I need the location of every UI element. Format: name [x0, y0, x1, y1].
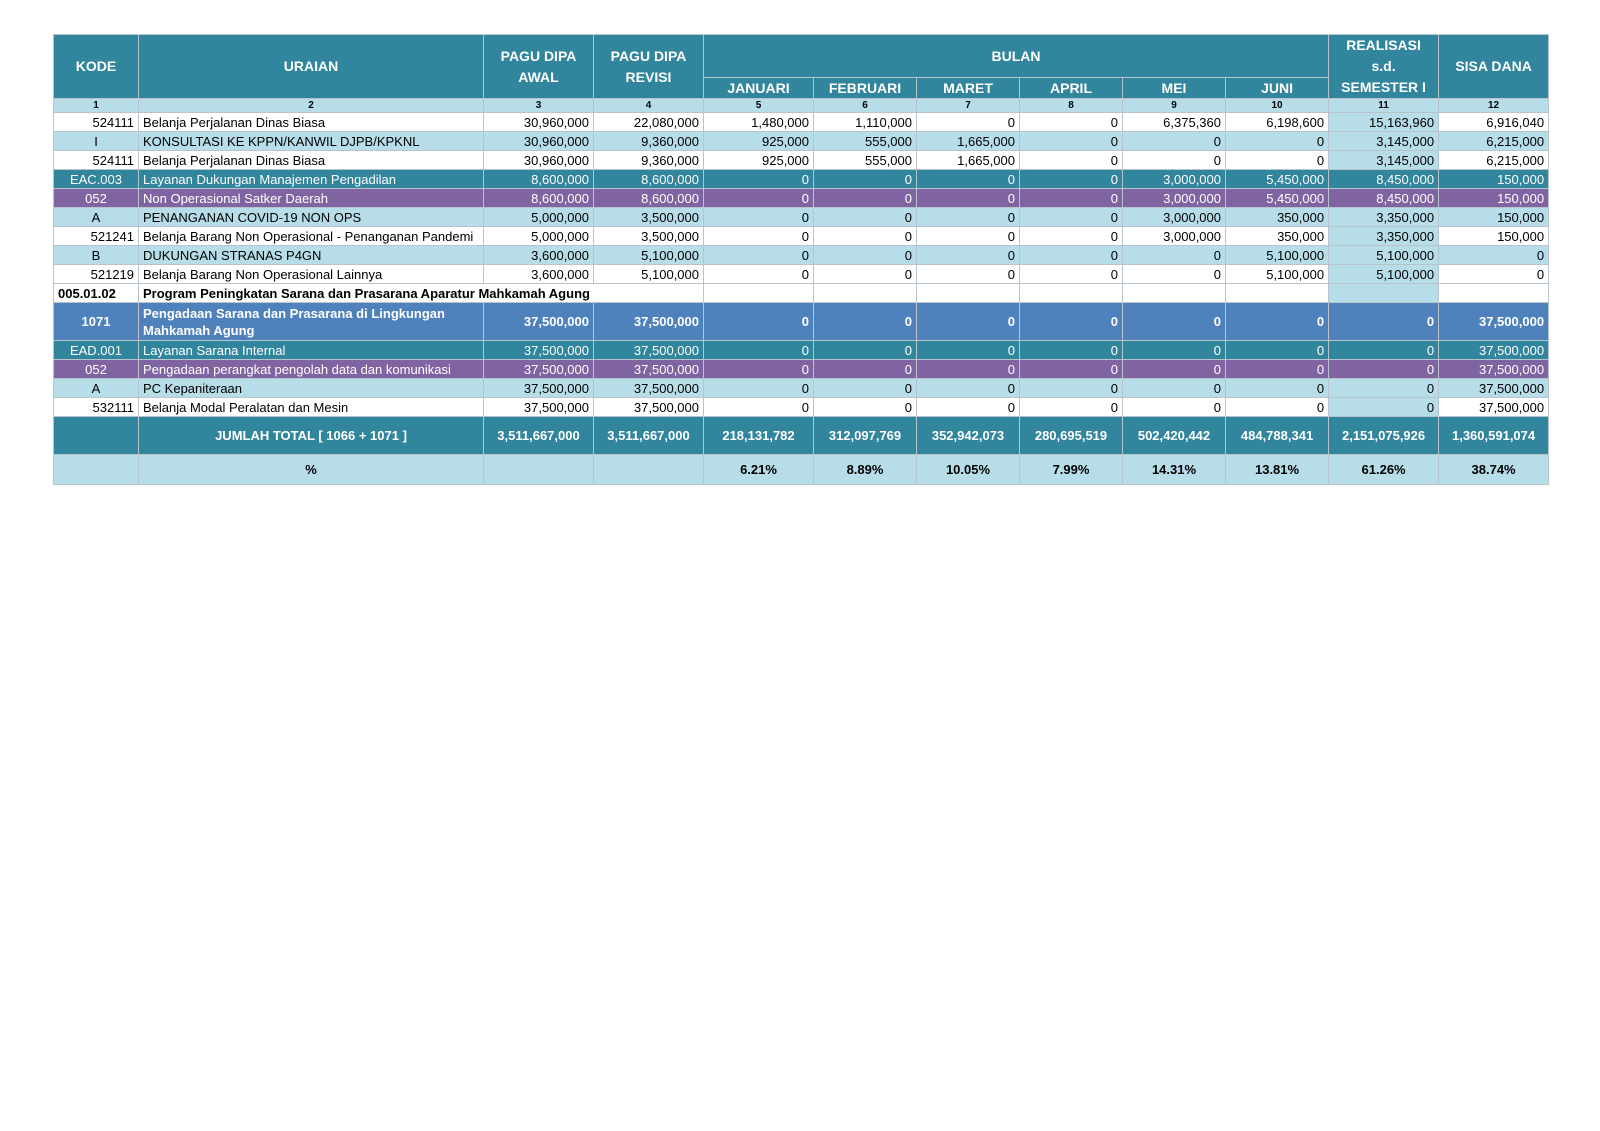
row-value: 1,110,000	[814, 113, 917, 132]
header-uraian: URAIAN	[139, 35, 484, 99]
row-code: 052	[54, 189, 139, 208]
col-number: 3	[484, 99, 594, 113]
row-description: Pengadaan Sarana dan Prasarana di Lingkungan Mahkamah Agung	[139, 303, 484, 341]
row-value: 0	[1020, 303, 1123, 341]
row-sisa-value: 150,000	[1439, 227, 1549, 246]
row-value: 0	[1123, 360, 1226, 379]
total-label: JUMLAH TOTAL [ 1066 + 1071 ]	[139, 417, 484, 455]
row-realisasi-value	[1329, 284, 1439, 303]
row-value: 0	[1226, 151, 1329, 170]
col-number: 9	[1123, 99, 1226, 113]
table-row	[54, 227, 1549, 246]
row-value: 0	[1020, 265, 1123, 284]
row-value: 350,000	[1226, 208, 1329, 227]
row-value: 30,960,000	[484, 151, 594, 170]
percent-value: 8.89%	[814, 455, 917, 485]
col-number: 11	[1329, 99, 1439, 113]
table-row	[54, 341, 1549, 360]
header-month-juni: JUNI	[1226, 78, 1329, 99]
header-bulan: BULAN	[704, 35, 1329, 78]
row-value: 0	[1123, 379, 1226, 398]
row-value: 0	[1020, 227, 1123, 246]
row-value: 0	[1020, 113, 1123, 132]
row-value: 0	[704, 170, 814, 189]
table-row	[54, 303, 1549, 341]
row-value: 5,000,000	[484, 208, 594, 227]
row-value: 5,450,000	[1226, 170, 1329, 189]
total-value: 312,097,769	[814, 417, 917, 455]
header-pagu-revisi: PAGU DIPA REVISI	[594, 35, 704, 99]
total-row	[54, 417, 1549, 455]
row-description: Non Operasional Satker Daerah	[139, 189, 484, 208]
row-description: Belanja Modal Peralatan dan Mesin	[139, 398, 484, 417]
row-realisasi-value: 3,350,000	[1329, 227, 1439, 246]
row-value: 555,000	[814, 151, 917, 170]
row-value: 0	[704, 265, 814, 284]
row-value: 0	[814, 208, 917, 227]
row-realisasi-value: 5,100,000	[1329, 265, 1439, 284]
row-sisa-value: 0	[1439, 265, 1549, 284]
percent-code-cell	[54, 455, 139, 485]
table-row	[54, 113, 1549, 132]
col-number: 4	[594, 99, 704, 113]
row-value: 3,500,000	[594, 208, 704, 227]
total-value: 484,788,341	[1226, 417, 1329, 455]
row-value: 1,480,000	[704, 113, 814, 132]
row-sisa-value: 37,500,000	[1439, 303, 1549, 341]
row-code: 521219	[54, 265, 139, 284]
header-pagu-awal: PAGU DIPA AWAL	[484, 35, 594, 99]
row-value: 3,000,000	[1123, 189, 1226, 208]
row-value: 0	[814, 227, 917, 246]
row-value: 0	[704, 379, 814, 398]
row-description: Belanja Perjalanan Dinas Biasa	[139, 151, 484, 170]
row-value: 5,000,000	[484, 227, 594, 246]
row-description: Belanja Barang Non Operasional Lainnya	[139, 265, 484, 284]
row-description: DUKUNGAN STRANAS P4GN	[139, 246, 484, 265]
row-code: I	[54, 132, 139, 151]
total-value: 352,942,073	[917, 417, 1020, 455]
table-row	[54, 151, 1549, 170]
row-value: 0	[704, 208, 814, 227]
row-value: 0	[704, 227, 814, 246]
col-number: 2	[139, 99, 484, 113]
header-month-mei: MEI	[1123, 78, 1226, 99]
budget-realization-table	[53, 34, 1549, 485]
table-row	[54, 398, 1549, 417]
row-value: 37,500,000	[594, 360, 704, 379]
row-sisa-value	[1439, 284, 1549, 303]
row-value: 9,360,000	[594, 132, 704, 151]
row-realisasi-value: 3,145,000	[1329, 151, 1439, 170]
row-realisasi-value: 3,145,000	[1329, 132, 1439, 151]
row-value: 3,000,000	[1123, 208, 1226, 227]
row-value: 3,600,000	[484, 246, 594, 265]
table-header	[54, 35, 1549, 113]
row-value: 0	[704, 303, 814, 341]
row-value: 0	[917, 246, 1020, 265]
row-realisasi-value: 8,450,000	[1329, 189, 1439, 208]
row-value: 0	[1226, 379, 1329, 398]
row-value	[704, 284, 814, 303]
row-realisasi-value: 0	[1329, 398, 1439, 417]
total-value: 280,695,519	[1020, 417, 1123, 455]
row-realisasi-value: 0	[1329, 379, 1439, 398]
row-description: PC Kepaniteraan	[139, 379, 484, 398]
row-value: 555,000	[814, 132, 917, 151]
row-value: 37,500,000	[484, 303, 594, 341]
row-sisa-value: 37,500,000	[1439, 360, 1549, 379]
col-number: 5	[704, 99, 814, 113]
row-description: PENANGANAN COVID-19 NON OPS	[139, 208, 484, 227]
row-value: 3,000,000	[1123, 227, 1226, 246]
percent-value: 38.74%	[1439, 455, 1549, 485]
row-value: 0	[917, 189, 1020, 208]
row-code: A	[54, 379, 139, 398]
table-row	[54, 379, 1549, 398]
percent-value: 14.31%	[1123, 455, 1226, 485]
table-footer	[54, 417, 1549, 485]
row-value: 0	[917, 170, 1020, 189]
col-number: 1	[54, 99, 139, 113]
total-value: 218,131,782	[704, 417, 814, 455]
row-value: 30,960,000	[484, 132, 594, 151]
total-value: 3,511,667,000	[594, 417, 704, 455]
row-description: KONSULTASI KE KPPN/KANWIL DJPB/KPKNL	[139, 132, 484, 151]
row-value: 0	[814, 303, 917, 341]
row-sisa-value: 37,500,000	[1439, 379, 1549, 398]
row-value	[1226, 284, 1329, 303]
header-realisasi: REALISASI s.d. SEMESTER I	[1329, 35, 1439, 99]
row-value	[1020, 284, 1123, 303]
row-code: 532111	[54, 398, 139, 417]
percent-value: 13.81%	[1226, 455, 1329, 485]
row-value: 22,080,000	[594, 113, 704, 132]
row-value: 0	[1123, 265, 1226, 284]
table-row	[54, 208, 1549, 227]
row-value: 925,000	[704, 151, 814, 170]
row-sisa-value: 150,000	[1439, 189, 1549, 208]
row-value: 0	[917, 379, 1020, 398]
table-row	[54, 360, 1549, 379]
row-value: 0	[1123, 398, 1226, 417]
column-number-row	[54, 99, 1549, 113]
percent-value: 6.21%	[704, 455, 814, 485]
row-code: 524111	[54, 151, 139, 170]
row-value: 0	[917, 398, 1020, 417]
table-row	[54, 132, 1549, 151]
row-value: 0	[917, 227, 1020, 246]
row-value: 0	[1226, 360, 1329, 379]
row-value: 8,600,000	[594, 189, 704, 208]
row-value	[1123, 284, 1226, 303]
row-value: 1,665,000	[917, 151, 1020, 170]
row-value: 1,665,000	[917, 132, 1020, 151]
header-month-februari: FEBRUARI	[814, 78, 917, 99]
row-code: 521241	[54, 227, 139, 246]
row-value: 37,500,000	[594, 303, 704, 341]
row-sisa-value: 6,916,040	[1439, 113, 1549, 132]
row-sisa-value: 37,500,000	[1439, 341, 1549, 360]
row-code: 005.01.02	[54, 284, 139, 303]
row-value: 3,600,000	[484, 265, 594, 284]
row-value: 0	[814, 265, 917, 284]
row-value: 37,500,000	[484, 360, 594, 379]
header-month-januari: JANUARI	[704, 78, 814, 99]
row-value: 5,450,000	[1226, 189, 1329, 208]
row-value: 0	[1226, 303, 1329, 341]
row-realisasi-value: 0	[1329, 303, 1439, 341]
row-value: 0	[704, 246, 814, 265]
row-value: 0	[704, 398, 814, 417]
percent-value: 7.99%	[1020, 455, 1123, 485]
row-value: 37,500,000	[594, 398, 704, 417]
row-value: 8,600,000	[484, 189, 594, 208]
row-value	[917, 284, 1020, 303]
table-row	[54, 265, 1549, 284]
header-month-april: APRIL	[1020, 78, 1123, 99]
row-code: 524111	[54, 113, 139, 132]
row-value: 0	[1020, 360, 1123, 379]
row-value: 0	[1020, 341, 1123, 360]
percent-value: 10.05%	[917, 455, 1020, 485]
row-value: 37,500,000	[594, 341, 704, 360]
row-value: 0	[814, 246, 917, 265]
col-number: 12	[1439, 99, 1549, 113]
row-value: 925,000	[704, 132, 814, 151]
table-row	[54, 189, 1549, 208]
row-value: 0	[1020, 189, 1123, 208]
row-value: 0	[814, 398, 917, 417]
row-value: 8,600,000	[594, 170, 704, 189]
row-value: 0	[1020, 151, 1123, 170]
row-value: 0	[1123, 151, 1226, 170]
col-number: 10	[1226, 99, 1329, 113]
row-value: 8,600,000	[484, 170, 594, 189]
row-value: 0	[704, 189, 814, 208]
row-value: 0	[1020, 398, 1123, 417]
row-value: 0	[1123, 132, 1226, 151]
row-value: 0	[1226, 132, 1329, 151]
total-value: 502,420,442	[1123, 417, 1226, 455]
row-value: 0	[1020, 170, 1123, 189]
table-row	[54, 170, 1549, 189]
total-value: 2,151,075,926	[1329, 417, 1439, 455]
row-value: 0	[1020, 208, 1123, 227]
row-value: 5,100,000	[594, 265, 704, 284]
percent-value	[484, 455, 594, 485]
percent-value: 61.26%	[1329, 455, 1439, 485]
row-value: 0	[704, 360, 814, 379]
row-value: 37,500,000	[484, 379, 594, 398]
row-realisasi-value: 15,163,960	[1329, 113, 1439, 132]
row-value: 5,100,000	[1226, 246, 1329, 265]
row-value: 0	[1123, 246, 1226, 265]
row-sisa-value: 6,215,000	[1439, 132, 1549, 151]
row-description: Belanja Perjalanan Dinas Biasa	[139, 113, 484, 132]
total-value: 1,360,591,074	[1439, 417, 1549, 455]
row-code: EAD.001	[54, 341, 139, 360]
table-body	[54, 113, 1549, 417]
row-code: 1071	[54, 303, 139, 341]
row-sisa-value: 37,500,000	[1439, 398, 1549, 417]
row-description: Pengadaan perangkat pengolah data dan komunikasi	[139, 360, 484, 379]
row-sisa-value: 6,215,000	[1439, 151, 1549, 170]
row-code: 052	[54, 360, 139, 379]
row-realisasi-value: 5,100,000	[1329, 246, 1439, 265]
row-value: 0	[814, 189, 917, 208]
row-value: 5,100,000	[1226, 265, 1329, 284]
row-code: EAC.003	[54, 170, 139, 189]
percent-row	[54, 455, 1549, 485]
row-value: 37,500,000	[594, 379, 704, 398]
header-month-maret: MARET	[917, 78, 1020, 99]
row-value: 0	[917, 341, 1020, 360]
percent-label: %	[139, 455, 484, 485]
table-row	[54, 246, 1549, 265]
row-sisa-value: 150,000	[1439, 208, 1549, 227]
row-code: B	[54, 246, 139, 265]
row-value: 0	[814, 360, 917, 379]
total-value: 3,511,667,000	[484, 417, 594, 455]
col-number: 8	[1020, 99, 1123, 113]
row-description: Program Peningkatan Sarana dan Prasarana Aparatur Mahkamah Agung	[139, 284, 704, 303]
total-code-cell	[54, 417, 139, 455]
row-value: 0	[1226, 341, 1329, 360]
row-value: 350,000	[1226, 227, 1329, 246]
row-value: 3,500,000	[594, 227, 704, 246]
row-value: 0	[917, 360, 1020, 379]
row-value: 5,100,000	[594, 246, 704, 265]
row-sisa-value: 150,000	[1439, 170, 1549, 189]
percent-value	[594, 455, 704, 485]
row-value: 0	[814, 341, 917, 360]
row-realisasi-value: 0	[1329, 360, 1439, 379]
row-realisasi-value: 0	[1329, 341, 1439, 360]
row-value: 0	[917, 265, 1020, 284]
header-kode: KODE	[54, 35, 139, 99]
row-value: 9,360,000	[594, 151, 704, 170]
row-value: 0	[1123, 303, 1226, 341]
row-value	[814, 284, 917, 303]
row-value: 37,500,000	[484, 341, 594, 360]
row-value: 0	[1123, 341, 1226, 360]
row-code: A	[54, 208, 139, 227]
row-value: 37,500,000	[484, 398, 594, 417]
row-value: 0	[917, 113, 1020, 132]
row-sisa-value: 0	[1439, 246, 1549, 265]
header-sisa-dana: SISA DANA	[1439, 35, 1549, 99]
row-value: 0	[1020, 379, 1123, 398]
row-description: Belanja Barang Non Operasional - Penanganan Pandemi	[139, 227, 484, 246]
row-value: 3,000,000	[1123, 170, 1226, 189]
row-description: Layanan Sarana Internal	[139, 341, 484, 360]
col-number: 6	[814, 99, 917, 113]
row-realisasi-value: 3,350,000	[1329, 208, 1439, 227]
row-value: 6,198,600	[1226, 113, 1329, 132]
table-row	[54, 284, 1549, 303]
row-value: 0	[1020, 132, 1123, 151]
row-value: 0	[1226, 398, 1329, 417]
row-value: 0	[917, 208, 1020, 227]
row-value: 0	[704, 341, 814, 360]
row-value: 0	[1020, 246, 1123, 265]
row-value: 0	[814, 379, 917, 398]
row-value: 6,375,360	[1123, 113, 1226, 132]
row-value: 0	[814, 170, 917, 189]
row-value: 30,960,000	[484, 113, 594, 132]
col-number: 7	[917, 99, 1020, 113]
row-realisasi-value: 8,450,000	[1329, 170, 1439, 189]
row-description: Layanan Dukungan Manajemen Pengadilan	[139, 170, 484, 189]
row-value: 0	[917, 303, 1020, 341]
